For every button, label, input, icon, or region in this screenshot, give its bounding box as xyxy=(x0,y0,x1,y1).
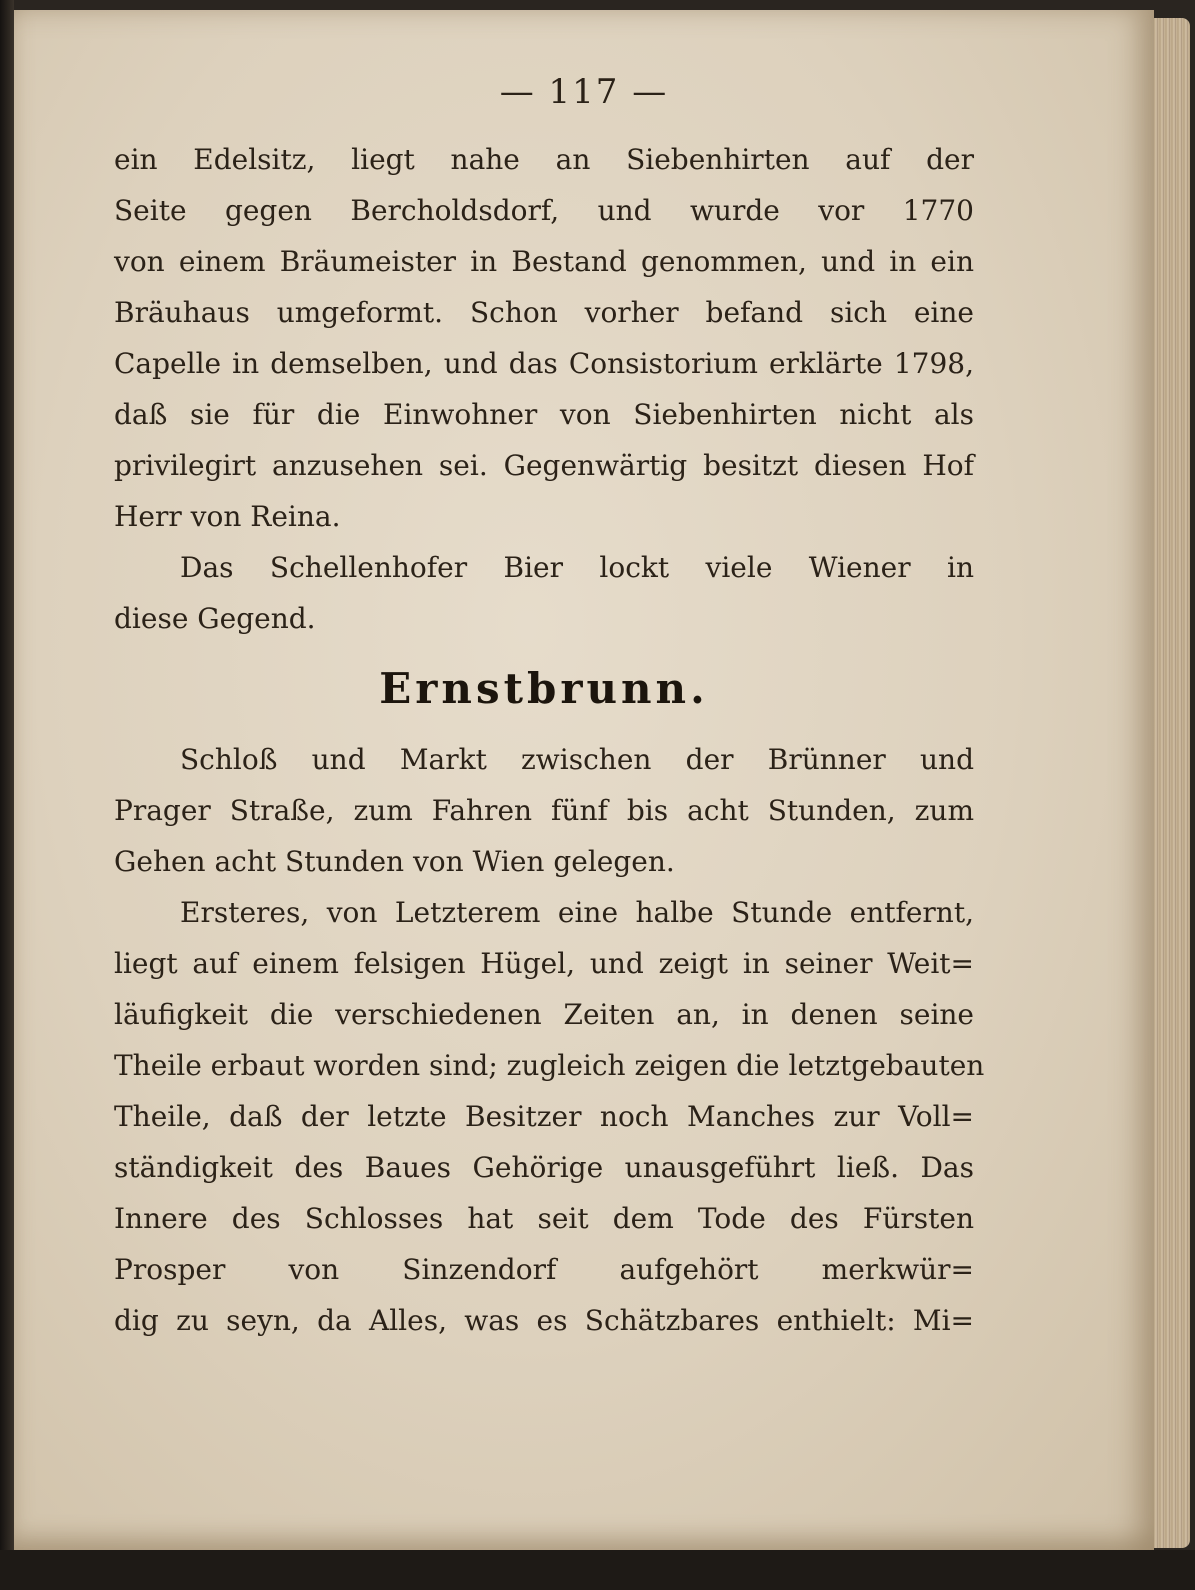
text-line: Seite gegen Bercholdsdorf, und wurde vor 1770 xyxy=(114,194,974,227)
text-line: ein Edelsitz, liegt nahe an Siebenhirten auf der xyxy=(114,143,974,176)
text-line: Gehen acht Stunden von Wien gelegen. xyxy=(114,845,675,878)
book-spine-shadow xyxy=(0,0,14,1590)
text-line: diese Gegend. xyxy=(114,602,316,635)
page-body xyxy=(114,134,985,1346)
text-line: Schloß und Markt zwischen der Brünner und xyxy=(180,743,974,776)
text-line: dig zu seyn, da Alles, was es Schätzbares enthielt: Mi= xyxy=(114,1304,974,1337)
bottom-background xyxy=(0,1550,1195,1590)
text-line: Das Schellenhofer Bier lockt viele Wiener in xyxy=(180,551,974,584)
text-line: von einem Bräumeister in Bestand genommen, und in ein xyxy=(114,245,974,278)
text-line: Capelle in demselben, und das Consistorium erklärte 1798, xyxy=(114,347,974,380)
text-line: Herr von Reina. xyxy=(114,500,341,533)
text-line: Bräuhaus umgeformt. Schon vorher befand sich eine xyxy=(114,296,974,329)
text-line: daß sie für die Einwohner von Siebenhirten nicht als xyxy=(114,398,974,431)
text-line: privilegirt anzusehen sei. Gegenwärtig besitzt diesen Hof xyxy=(114,449,974,482)
text-line: läufigkeit die verschiedenen Zeiten an, in denen seine xyxy=(114,998,974,1031)
text-line: Prager Straße, zum Fahren fünf bis acht Stunden, zum xyxy=(114,794,974,827)
text-line: ständigkeit des Baues Gehörige unausgeführt ließ. Das xyxy=(114,1151,974,1184)
page-number: — 117 — xyxy=(499,72,669,112)
text-line: liegt auf einem felsigen Hügel, und zeigt in seiner Weit= xyxy=(114,947,974,980)
text-line: Ersteres, von Letzterem eine halbe Stunde entfernt, xyxy=(180,896,974,929)
section-heading: Ernstbrunn. xyxy=(379,664,709,713)
page xyxy=(14,10,1154,1550)
text-line: Prosper von Sinzendorf aufgehört merkwür= xyxy=(114,1253,974,1286)
text-line: Innere des Schlosses hat seit dem Tode des Fürsten xyxy=(114,1202,974,1235)
text-line: Theile erbaut worden sind; zugleich zeigen die letztgebauten xyxy=(114,1049,985,1082)
text-line: Theile, daß der letzte Besitzer noch Manches zur Voll= xyxy=(114,1100,974,1133)
